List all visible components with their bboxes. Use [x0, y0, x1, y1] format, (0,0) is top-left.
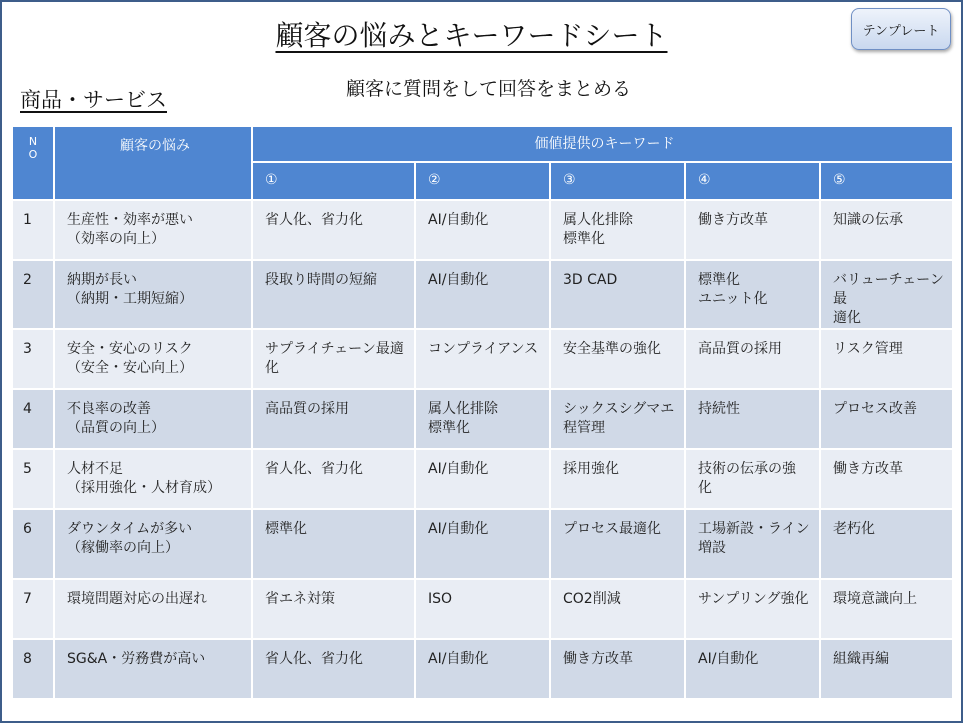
row-keyword: 属人化排除 標準化 — [550, 200, 685, 260]
header-keywords: 価値提供のキーワード — [252, 126, 953, 162]
row-keyword: サンプリング強化 — [685, 579, 820, 639]
row-keyword: ISO — [415, 579, 550, 639]
table-row — [12, 329, 953, 389]
row-keyword: プロセス最適化 — [550, 509, 685, 579]
row-keyword: 工場新設・ライン 増設 — [685, 509, 820, 579]
row-keyword: 省人化、省力化 — [252, 639, 415, 699]
row-concern: 安全・安心のリスク （安全・安心向上） — [54, 329, 252, 389]
row-keyword: 持続性 — [685, 389, 820, 449]
row-keyword: AI/自動化 — [415, 449, 550, 509]
row-keyword: 属人化排除 標準化 — [415, 389, 550, 449]
row-concern: 納期が長い （納期・工期短縮） — [54, 260, 252, 329]
row-keyword: AI/自動化 — [415, 639, 550, 699]
row-concern: 環境問題対応の出遅れ — [54, 579, 252, 639]
page-title: 顧客の悩みとキーワードシート — [275, 19, 668, 52]
header-keyword-3: ③ — [550, 162, 685, 200]
header-keyword-2: ② — [415, 162, 550, 200]
row-keyword: 働き方改革 — [685, 200, 820, 260]
header-keyword-4: ④ — [685, 162, 820, 200]
row-no: 1 — [12, 200, 54, 260]
table-row — [12, 639, 953, 699]
row-keyword: コンプライアンス — [415, 329, 550, 389]
row-keyword: 省人化、省力化 — [252, 200, 415, 260]
row-keyword: AI/自動化 — [415, 200, 550, 260]
row-keyword: 3D CAD — [550, 260, 685, 329]
row-keyword: 高品質の採用 — [685, 329, 820, 389]
header-no: N O — [12, 126, 54, 200]
instruction-text: 顧客に質問をして回答をまとめる — [346, 78, 632, 100]
row-no: 4 — [12, 389, 54, 449]
row-keyword: 標準化 ユニット化 — [685, 260, 820, 329]
row-keyword: プロセス改善 — [820, 389, 953, 449]
header-concern: 顧客の悩み — [54, 126, 252, 200]
table-row — [12, 509, 953, 579]
table-row — [12, 389, 953, 449]
row-keyword: 働き方改革 — [820, 449, 953, 509]
row-concern: SG&A・労務費が高い — [54, 639, 252, 699]
row-keyword: CO2削減 — [550, 579, 685, 639]
row-keyword: AI/自動化 — [685, 639, 820, 699]
row-keyword: 知識の伝承 — [820, 200, 953, 260]
row-keyword: 技術の伝承の強 化 — [685, 449, 820, 509]
keyword-table — [11, 125, 954, 700]
row-no: 7 — [12, 579, 54, 639]
row-keyword: シックスシグマエ 程管理 — [550, 389, 685, 449]
row-keyword: サプライチェーン最適 化 — [252, 329, 415, 389]
row-keyword: 高品質の採用 — [252, 389, 415, 449]
header-keyword-5: ⑤ — [820, 162, 953, 200]
row-concern: 生産性・効率が悪い （効率の向上） — [54, 200, 252, 260]
table-row — [12, 260, 953, 329]
row-keyword: AI/自動化 — [415, 509, 550, 579]
row-keyword: 安全基準の強化 — [550, 329, 685, 389]
row-keyword: 組織再編 — [820, 639, 953, 699]
header-keyword-1: ① — [252, 162, 415, 200]
row-keyword: バリューチェーン最 適化 — [820, 260, 953, 329]
row-concern: 人材不足 （採用強化・人材育成） — [54, 449, 252, 509]
row-keyword: リスク管理 — [820, 329, 953, 389]
template-button[interactable]: テンプレート — [851, 8, 951, 50]
row-no: 6 — [12, 509, 54, 579]
table-row — [12, 449, 953, 509]
row-keyword: AI/自動化 — [415, 260, 550, 329]
row-no: 8 — [12, 639, 54, 699]
row-keyword: 段取り時間の短縮 — [252, 260, 415, 329]
row-no: 2 — [12, 260, 54, 329]
row-keyword: 標準化 — [252, 509, 415, 579]
row-keyword: 省エネ対策 — [252, 579, 415, 639]
row-concern: 不良率の改善 （品質の向上） — [54, 389, 252, 449]
row-keyword: 環境意識向上 — [820, 579, 953, 639]
row-keyword: 働き方改革 — [550, 639, 685, 699]
product-service-label: 商品・サービス — [20, 88, 167, 112]
table-row — [12, 200, 953, 260]
row-keyword: 採用強化 — [550, 449, 685, 509]
row-no: 3 — [12, 329, 54, 389]
row-no: 5 — [12, 449, 54, 509]
row-keyword: 省人化、省力化 — [252, 449, 415, 509]
row-keyword: 老朽化 — [820, 509, 953, 579]
row-concern: ダウンタイムが多い （稼働率の向上） — [54, 509, 252, 579]
table-row — [12, 579, 953, 639]
